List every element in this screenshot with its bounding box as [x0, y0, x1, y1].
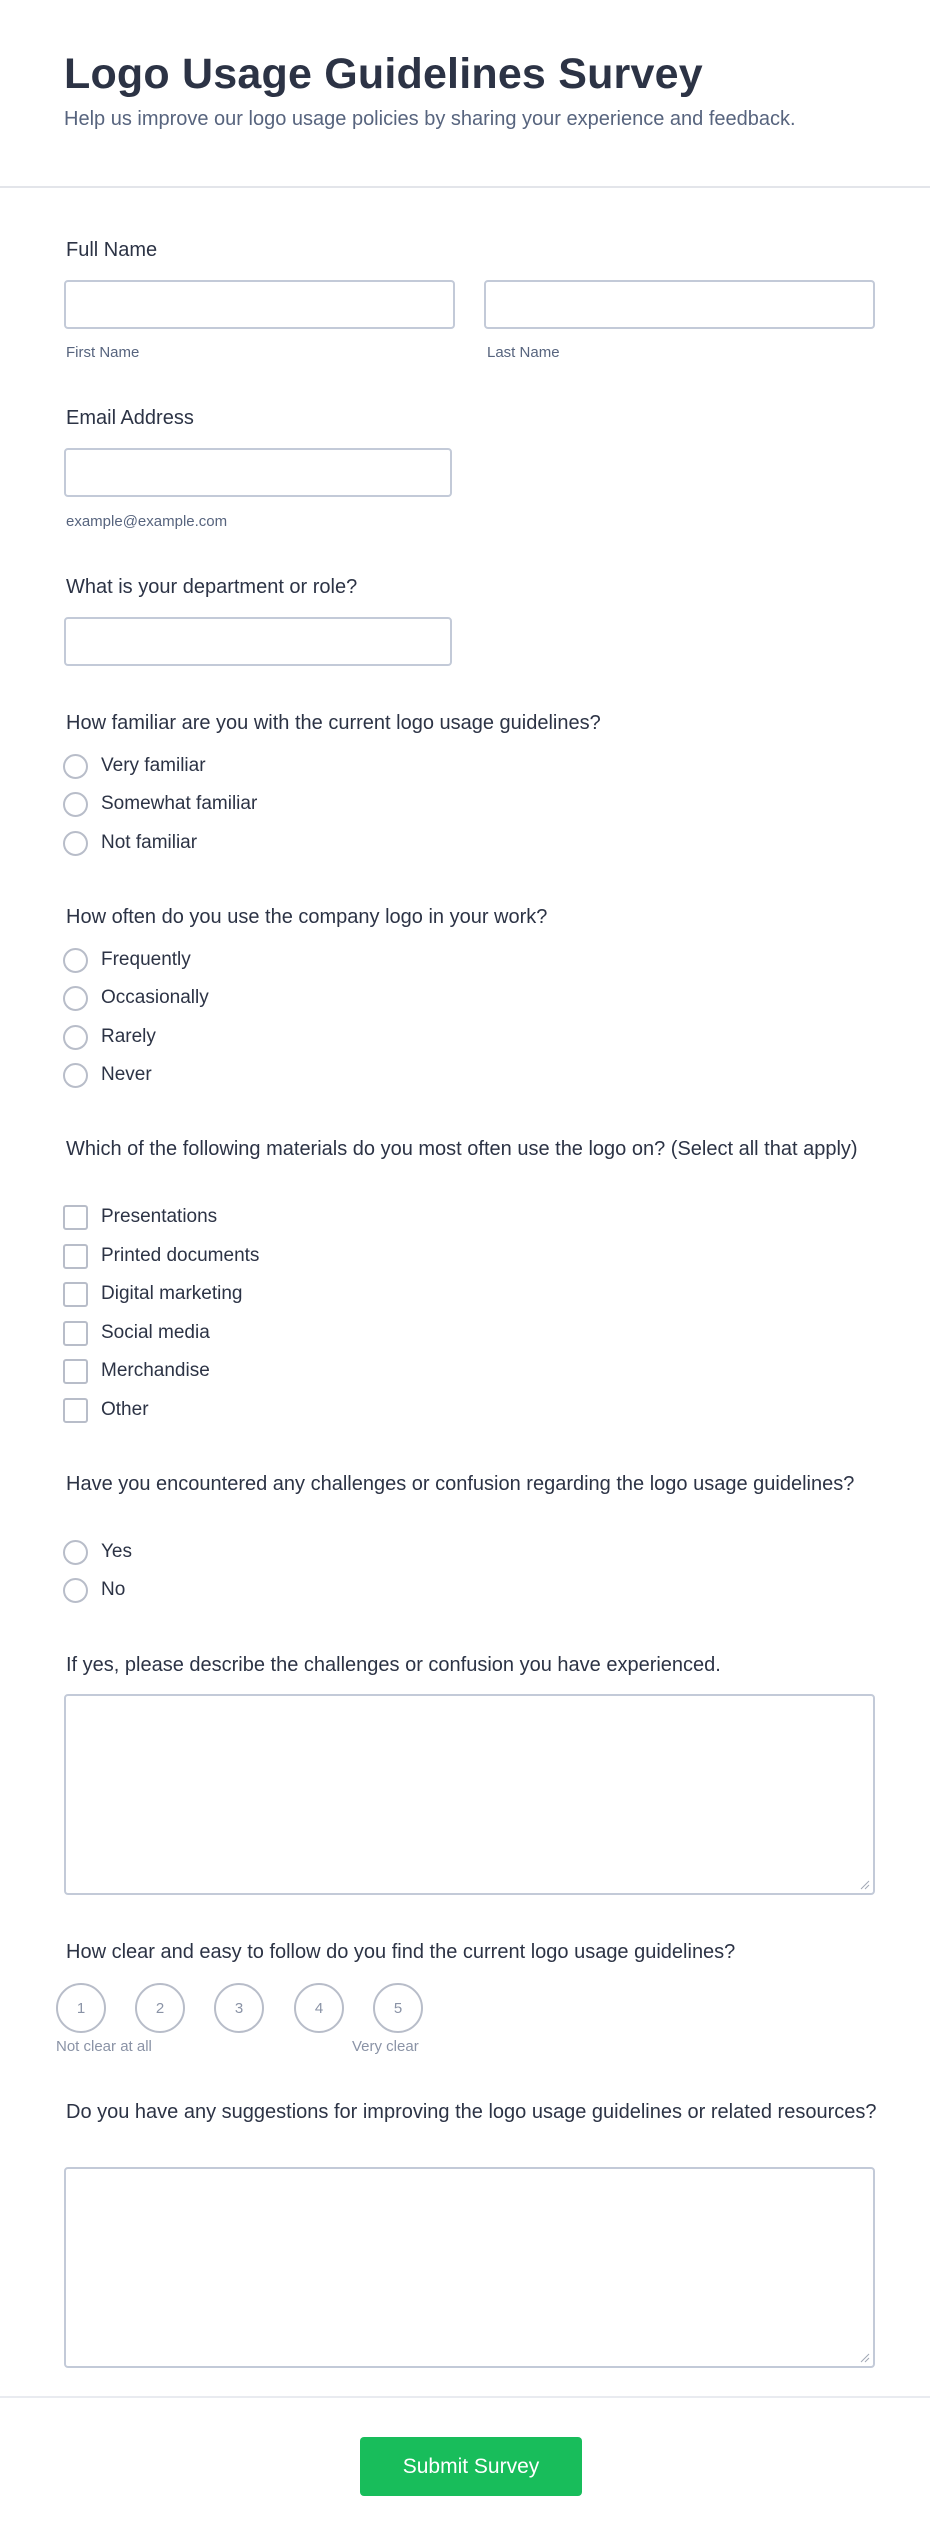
resize-grip-icon[interactable]: [860, 2353, 870, 2363]
last-name-sublabel: Last Name: [487, 344, 560, 361]
first-name-input[interactable]: [64, 280, 455, 329]
first-name-sublabel: First Name: [66, 344, 140, 361]
suggestions-textarea[interactable]: [64, 2167, 875, 2368]
option-label: Yes: [101, 1541, 132, 1562]
option-label: Somewhat familiar: [101, 793, 258, 814]
scale-option-4[interactable]: 4: [294, 1983, 344, 2033]
checkbox[interactable]: [63, 1398, 88, 1423]
radio-button[interactable]: [63, 1540, 88, 1565]
department-label: What is your department or role?: [66, 576, 358, 598]
frequency-option[interactable]: [63, 985, 209, 1011]
scale-option-2[interactable]: 2: [135, 1983, 185, 2033]
radio-button[interactable]: [63, 1578, 88, 1603]
department-input[interactable]: [64, 617, 452, 666]
radio-button[interactable]: [63, 1025, 88, 1050]
option-label: Occasionally: [101, 987, 209, 1008]
checkbox[interactable]: [63, 1205, 88, 1230]
radio-button[interactable]: [63, 754, 88, 779]
challenge-details-textarea[interactable]: [64, 1694, 875, 1895]
radio-button[interactable]: [63, 831, 88, 856]
option-label: Printed documents: [101, 1245, 260, 1266]
familiarity-option[interactable]: [63, 753, 206, 779]
option-label: Social media: [101, 1322, 210, 1343]
full-name-label: Full Name: [66, 239, 158, 261]
email-label: Email Address: [66, 407, 194, 429]
frequency-option[interactable]: [63, 1024, 156, 1050]
radio-button[interactable]: [63, 792, 88, 817]
last-name-input[interactable]: [484, 280, 875, 329]
scale-max-label: Very clear: [352, 2038, 419, 2055]
checkbox[interactable]: [63, 1282, 88, 1307]
familiarity-option[interactable]: [63, 791, 257, 817]
frequency-label: How often do you use the company logo in your work?: [66, 906, 548, 928]
option-label: Very familiar: [101, 755, 206, 776]
materials-label: Which of the following materials do you most often use the logo on? (Select all that apply): [66, 1138, 858, 1160]
materials-option[interactable]: [63, 1204, 217, 1230]
radio-button[interactable]: [63, 1063, 88, 1088]
scale-option-1[interactable]: 1: [56, 1983, 106, 2033]
option-label: Merchandise: [101, 1360, 210, 1381]
option-label: Digital marketing: [101, 1283, 243, 1304]
scale-option-5[interactable]: 5: [373, 1983, 423, 2033]
resize-grip-icon[interactable]: [860, 1880, 870, 1890]
page-subtitle: Help us improve our logo usage policies by sharing your experience and feedback.: [64, 108, 796, 130]
familiarity-option[interactable]: [63, 830, 197, 856]
option-label: Never: [101, 1064, 152, 1085]
suggestions-label: Do you have any suggestions for improving the logo usage guidelines or related resources?: [66, 2101, 877, 2123]
radio-button[interactable]: [63, 986, 88, 1011]
materials-option[interactable]: [63, 1243, 259, 1269]
frequency-option[interactable]: [63, 947, 191, 973]
email-input[interactable]: [64, 448, 452, 497]
challenges-label: Have you encountered any challenges or confusion regarding the logo usage guidelines?: [66, 1473, 855, 1495]
submit-button[interactable]: Submit Survey: [360, 2437, 582, 2496]
scale-min-label: Not clear at all: [56, 2038, 152, 2055]
option-label: Not familiar: [101, 832, 198, 853]
challenges-option[interactable]: [63, 1577, 125, 1603]
option-label: No: [101, 1579, 126, 1600]
option-label: Other: [101, 1399, 149, 1420]
option-label: Rarely: [101, 1026, 156, 1047]
radio-button[interactable]: [63, 948, 88, 973]
page-title: Logo Usage Guidelines Survey: [64, 50, 703, 98]
checkbox[interactable]: [63, 1321, 88, 1346]
scale-option-3[interactable]: 3: [214, 1983, 264, 2033]
option-label: Presentations: [101, 1206, 218, 1227]
checkbox[interactable]: [63, 1244, 88, 1269]
materials-option[interactable]: [63, 1320, 210, 1346]
option-label: Frequently: [101, 949, 191, 970]
challenge-details-label: If yes, please describe the challenges or confusion you have experienced.: [66, 1654, 721, 1676]
form-header: [0, 0, 930, 188]
challenges-option[interactable]: [63, 1539, 132, 1565]
familiarity-label: How familiar are you with the current logo usage guidelines?: [66, 712, 601, 734]
materials-option[interactable]: [63, 1358, 210, 1384]
materials-option[interactable]: [63, 1281, 243, 1307]
materials-option[interactable]: [63, 1397, 149, 1423]
frequency-option[interactable]: [63, 1062, 152, 1088]
checkbox[interactable]: [63, 1359, 88, 1384]
clarity-label: How clear and easy to follow do you find the current logo usage guidelines?: [66, 1941, 736, 1963]
email-sublabel: example@example.com: [66, 513, 228, 530]
